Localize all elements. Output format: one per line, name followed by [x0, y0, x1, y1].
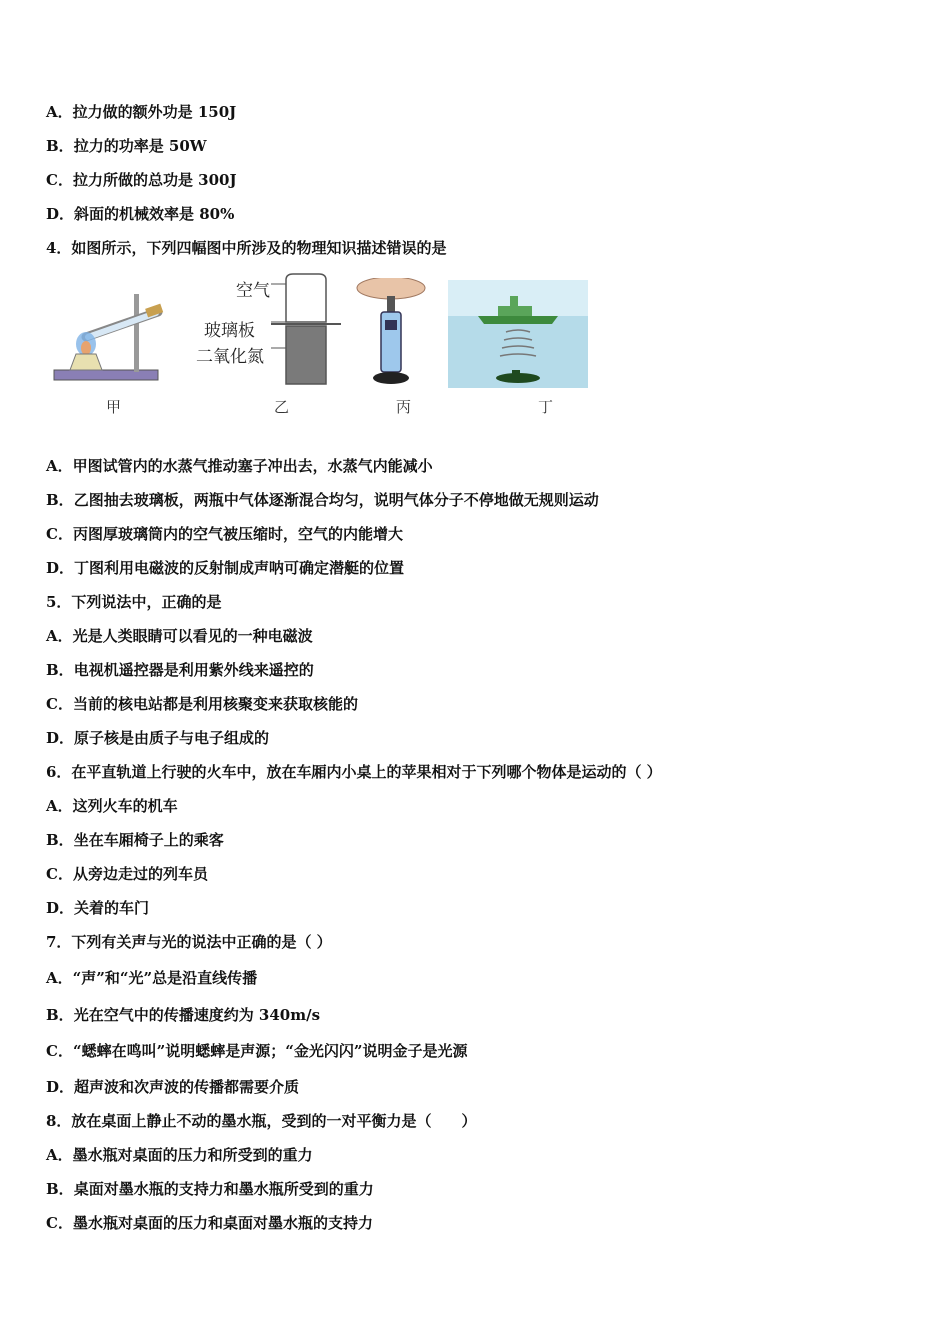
- q4-option-a: A．甲图试管内的水蒸气推动塞子冲出去，水蒸气内能减小: [46, 457, 433, 475]
- q8-stem: 8．放在桌面上静止不动的墨水瓶，受到的一对平衡力是（ ）: [46, 1112, 477, 1130]
- q7-stem: 7．下列有关声与光的说法中正确的是（ ）: [46, 933, 332, 951]
- figure-yi-illustration: [271, 272, 341, 387]
- figure-caption-bing: 丙: [396, 398, 412, 416]
- q6-stem: 6．在平直轨道上行驶的火车中，放在车厢内小桌上的苹果相对于下列哪个物体是运动的（ ）: [46, 763, 662, 781]
- q6-option-b: B．坐在车厢椅子上的乘客: [46, 831, 224, 849]
- figure-caption-jia: 甲: [106, 398, 122, 416]
- q6-option-d: D．关着的车门: [46, 899, 150, 917]
- figure-caption-yi: 乙: [274, 398, 290, 416]
- q7-option-c: C．“蟋蟀在鸣叫”说明蟋蟀是声源；“金光闪闪”说明金子是光源: [46, 1042, 468, 1060]
- q4-option-b: B．乙图抽去玻璃板，两瓶中气体逐渐混合均匀，说明气体分子不停地做无规则运动: [46, 491, 599, 509]
- q8-option-b: B．桌面对墨水瓶的支持力和墨水瓶所受到的重力: [46, 1180, 374, 1198]
- q4-option-c: C．丙图厚玻璃筒内的空气被压缩时，空气的内能增大: [46, 525, 403, 543]
- q5-option-a: A．光是人类眼睛可以看见的一种电磁波: [46, 627, 313, 645]
- q5-stem: 5．下列说法中，正确的是: [46, 593, 222, 611]
- q7-option-d: D．超声波和次声波的传播都需要介质: [46, 1078, 300, 1096]
- figure-label-gas: 二氧化氮: [196, 347, 264, 367]
- figure-label-air: 空气: [236, 281, 270, 301]
- figure-label-glass: 玻璃板: [204, 321, 255, 341]
- figure-bing-illustration: [351, 278, 431, 388]
- q7-option-b: B．光在空气中的传播速度约为 340m/s: [46, 1006, 321, 1024]
- q4-option-d: D．丁图利用电磁波的反射制成声呐可确定潜艇的位置: [46, 559, 405, 577]
- q6-option-c: C．从旁边走过的列车员: [46, 865, 208, 883]
- q8-option-c: C．墨水瓶对桌面的压力和桌面对墨水瓶的支持力: [46, 1214, 373, 1232]
- figure-caption-ding: 丁: [538, 398, 554, 416]
- q7-option-a: A．“声”和“光”总是沿直线传播: [46, 969, 258, 987]
- q5-option-b: B．电视机遥控器是利用紫外线来遥控的: [46, 661, 314, 679]
- q3-option-a: A．拉力做的额外功是 150J: [46, 103, 237, 121]
- figure-ding-illustration: [448, 280, 588, 388]
- q5-option-c: C．当前的核电站都是利用核聚变来获取核能的: [46, 695, 358, 713]
- q3-option-d: D．斜面的机械效率是 80%: [46, 205, 235, 223]
- q5-option-d: D．原子核是由质子与电子组成的: [46, 729, 270, 747]
- q3-option-b: B．拉力的功率是 50W: [46, 137, 207, 155]
- q8-option-a: A．墨水瓶对桌面的压力和所受到的重力: [46, 1146, 313, 1164]
- q4-figure: [46, 272, 606, 422]
- q3-option-c: C．拉力所做的总功是 300J: [46, 171, 237, 189]
- q4-stem: 4．如图所示，下列四幅图中所涉及的物理知识描述错误的是: [46, 239, 447, 257]
- figure-jia-illustration: [46, 282, 171, 392]
- q6-option-a: A．这列火车的机车: [46, 797, 178, 815]
